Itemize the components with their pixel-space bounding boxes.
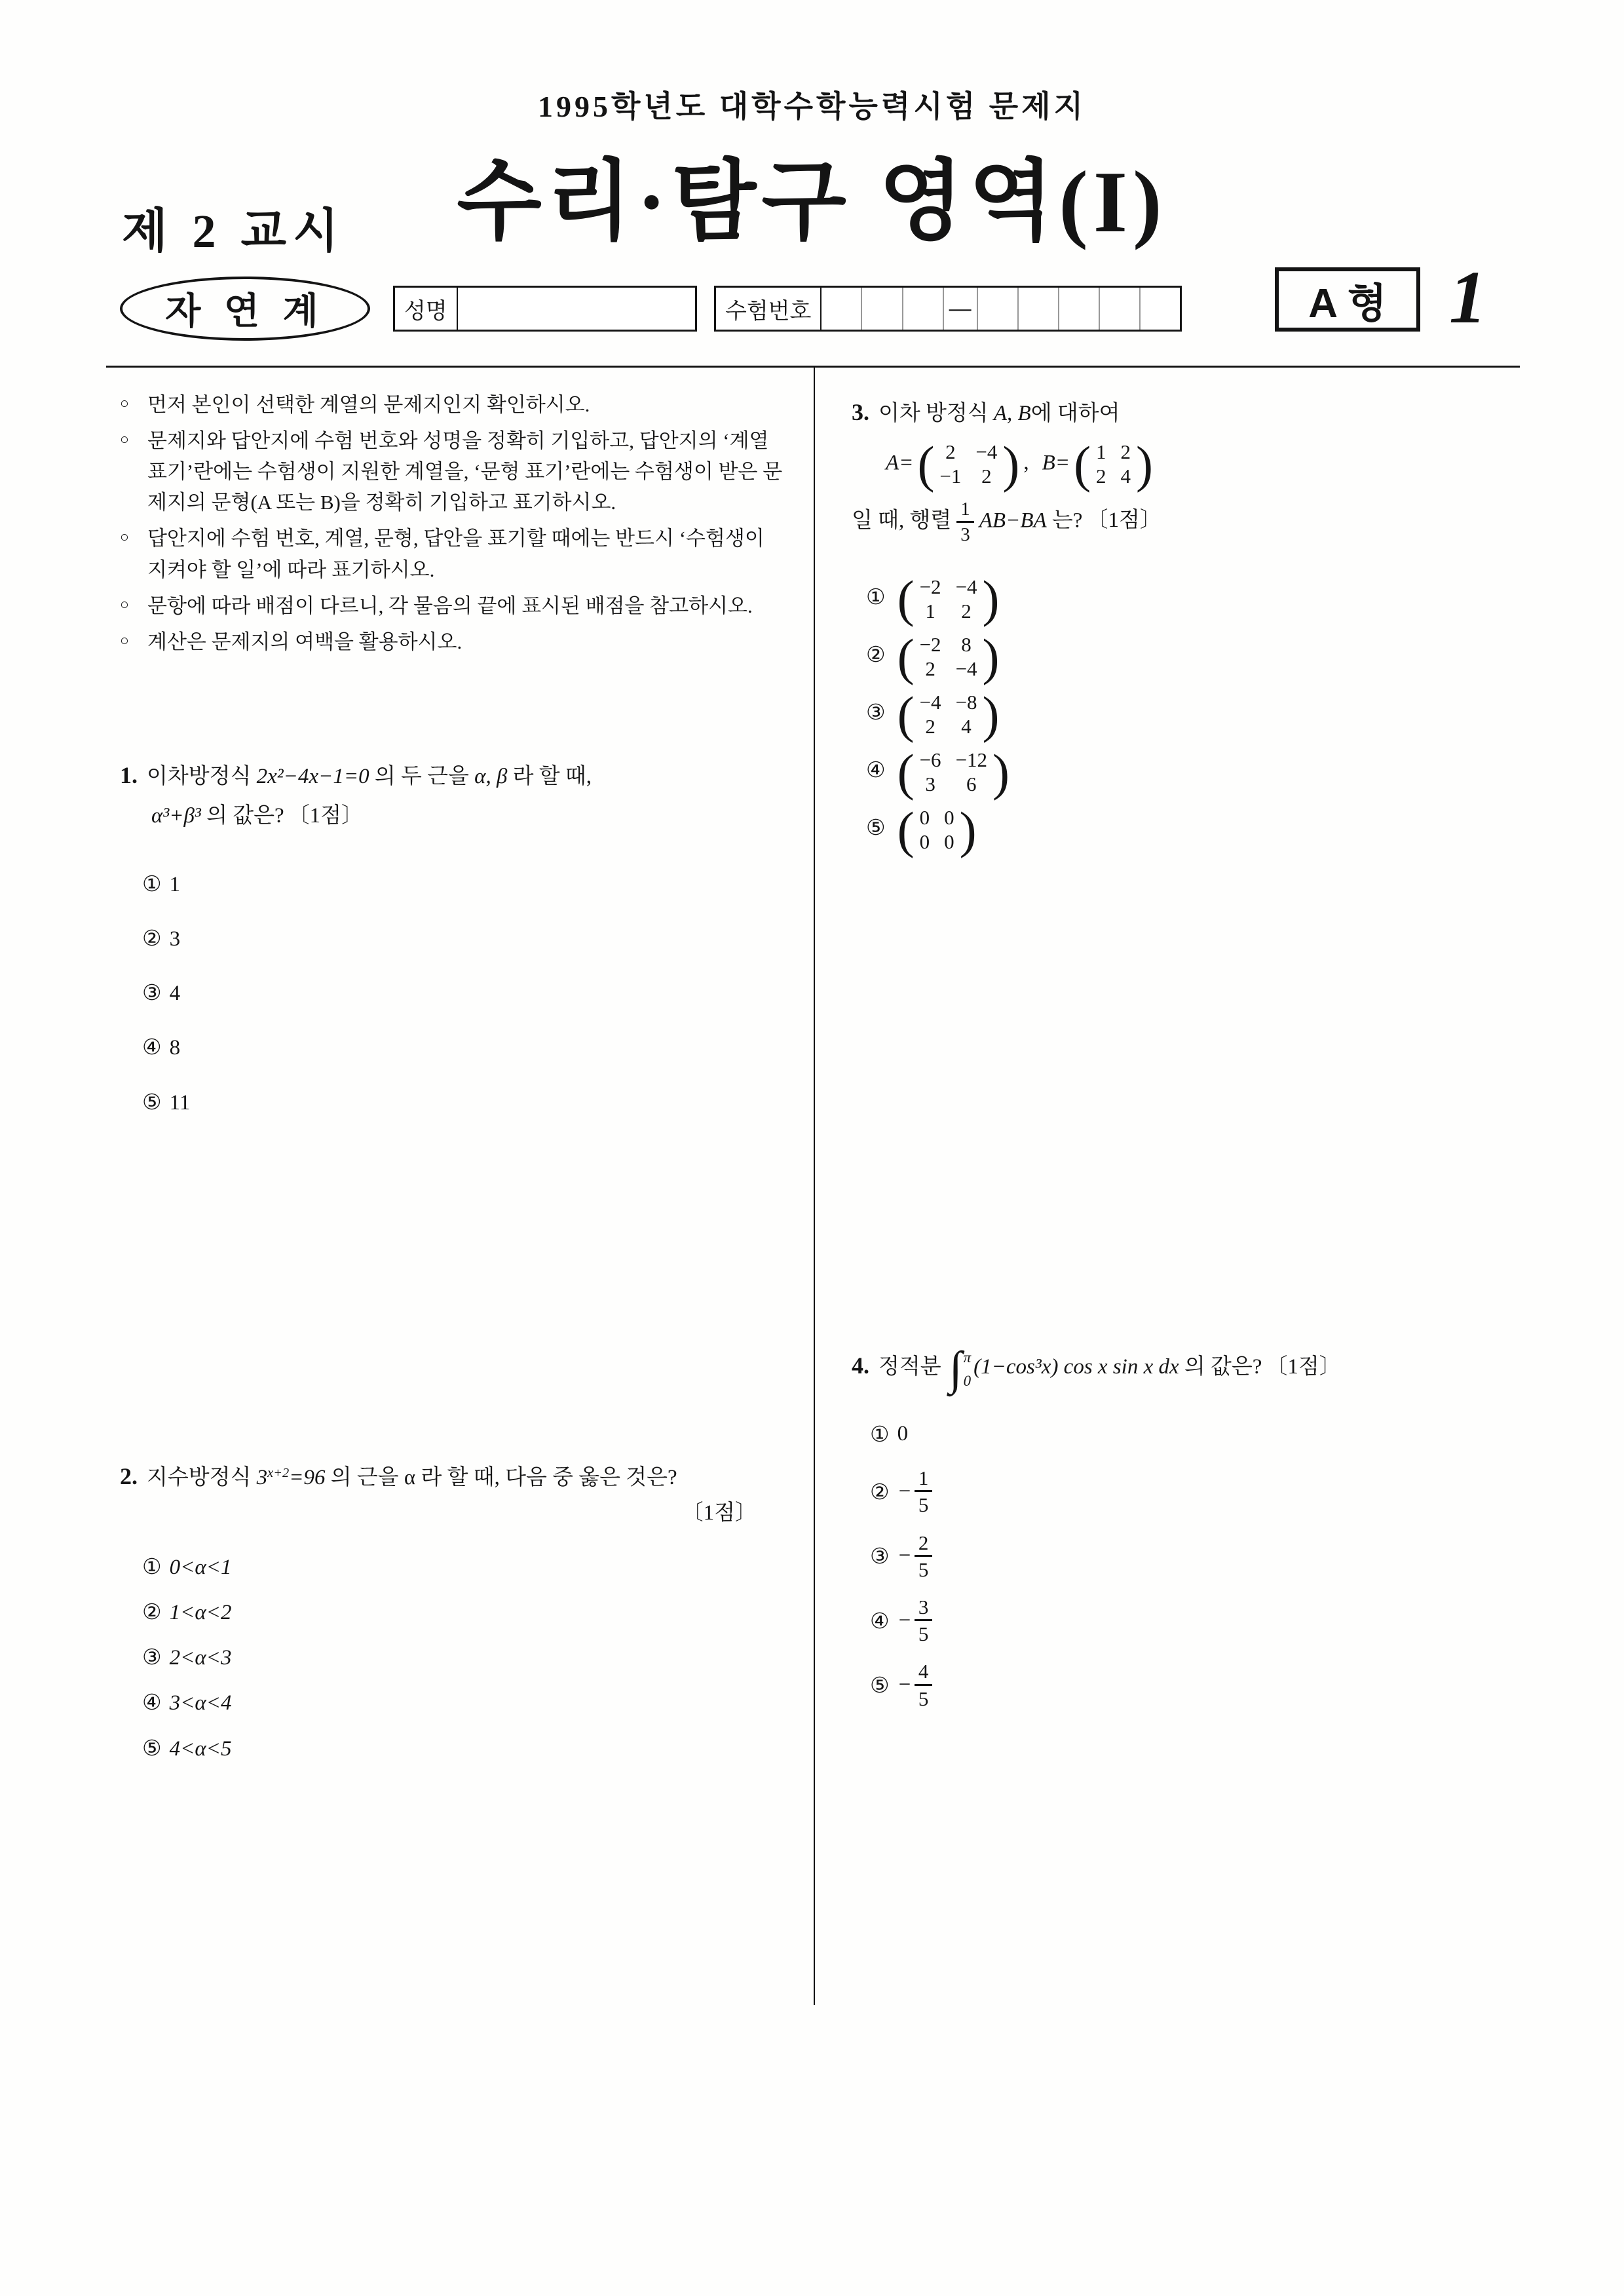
left-paren: ( — [1074, 435, 1091, 493]
integral-sign: ∫ — [949, 1342, 962, 1394]
minus-sign: − — [897, 1544, 912, 1568]
problem-1 — [120, 757, 783, 1139]
choice-row — [870, 1466, 1521, 1517]
problem-3-choices — [852, 570, 1521, 858]
choice-text: 3 — [169, 927, 181, 951]
problem-3 — [852, 394, 1521, 864]
period-label: 제 2 교시 — [122, 205, 345, 258]
matrix-b — [1074, 435, 1154, 493]
equation-rest: =96 — [289, 1466, 326, 1489]
matrix-cell: 2 — [945, 440, 956, 464]
matrix-vars: A, B — [993, 402, 1031, 425]
choice-row — [142, 1030, 783, 1065]
fraction-numerator: 1 — [960, 498, 970, 520]
exam-subject-title: 수리·탐구 영역(I) — [457, 153, 1167, 250]
choice-row — [142, 1550, 783, 1584]
exam-number-cell — [1099, 288, 1139, 330]
choice-row — [142, 1640, 783, 1675]
matrix-expression: AB−BA — [979, 508, 1047, 533]
fraction-numerator: 3 — [918, 1596, 929, 1619]
exam-number-cell — [977, 288, 1017, 330]
left-paren: ( — [897, 801, 915, 858]
matrix-a — [917, 435, 1020, 493]
statement-text: 라 할 때, — [507, 765, 592, 788]
left-paren: ( — [897, 570, 915, 628]
choice-marker: ④ — [870, 1607, 890, 1634]
matrix-cell: −2 — [919, 575, 941, 598]
choice-marker: ① — [866, 584, 886, 610]
choice-marker: ② — [866, 641, 886, 668]
matrix-cell: −6 — [919, 748, 941, 772]
instruction-item — [120, 626, 783, 657]
choice-text: 1 — [169, 872, 181, 896]
choice-text: 0<α<1 — [169, 1555, 232, 1579]
choice-row — [866, 685, 1521, 743]
exam-number-cells — [821, 288, 1180, 330]
choice-fraction — [915, 1466, 933, 1517]
fraction-denominator: 3 — [956, 521, 974, 546]
bullet-icon: ○ — [120, 529, 129, 546]
problem-1-statement — [120, 757, 783, 794]
instruction-text: 문제지와 답안지에 수험 번호와 성명을 정확히 기입하고, 답안지의 ‘계열 표기’란에는 수험생이 지원한 계열을, ‘문형 표기’란에는 수험생이 받은 문제지의 문형(A 또는 B)을 정확히 기입하고 표기하시오. — [147, 429, 783, 514]
matrix-cell: −4 — [955, 575, 977, 598]
matrix-cell: 3 — [925, 772, 935, 795]
choice-row — [142, 1595, 783, 1630]
matrix-cell: 6 — [966, 772, 977, 795]
fraction-denominator: 5 — [915, 1619, 933, 1646]
statement-text: 의 두 근을 — [369, 765, 475, 788]
right-paren: ) — [982, 685, 1000, 743]
matrix-cell: 0 — [919, 830, 930, 853]
problem-4-statement — [852, 1342, 1521, 1394]
matrix-a-label: A= — [886, 451, 914, 475]
problem-3-matrices — [852, 435, 1521, 493]
fraction-one-third — [956, 498, 974, 546]
form-type-box — [1275, 267, 1420, 332]
right-paren: ) — [959, 801, 977, 858]
exam-number-cell — [1058, 288, 1099, 330]
left-paren: ( — [897, 628, 915, 685]
choice-matrix — [897, 628, 1000, 685]
points-badge: 〔1점〕 — [1266, 1355, 1341, 1379]
choice-row — [142, 1731, 783, 1766]
equation-base: 3 — [256, 1466, 268, 1489]
choice-marker: ⑤ — [866, 814, 886, 841]
left-paren: ( — [897, 743, 915, 801]
statement-text: 지수방정식 — [147, 1466, 257, 1489]
statement-text: 이차 방정식 — [878, 402, 994, 425]
matrix-cell: −1 — [939, 464, 962, 488]
instruction-item — [120, 425, 783, 518]
expression: α³+β³ — [151, 803, 201, 828]
choice-marker: ⑤ — [870, 1672, 890, 1698]
matrix-cell: −2 — [919, 633, 941, 657]
name-field-box — [393, 286, 697, 332]
choice-marker: ② — [142, 925, 162, 951]
fraction-numerator: 1 — [918, 1466, 929, 1490]
points-badge: 〔1점〕 — [681, 1501, 757, 1525]
bullet-icon: ○ — [120, 395, 129, 411]
choice-row — [142, 921, 783, 956]
exam-number-cell — [1139, 288, 1180, 330]
choice-matrix — [897, 685, 1000, 743]
bullet-icon: ○ — [120, 632, 129, 649]
matrix-cell: −4 — [919, 691, 941, 714]
instruction-text: 답안지에 수험 번호, 계열, 문형, 답안을 표기할 때에는 반드시 ‘수험생이 지켜야 할 일’에 따라 표기하시오. — [147, 527, 765, 581]
choice-row — [870, 1659, 1521, 1710]
equation: 2x²−4x−1=0 — [256, 765, 369, 788]
choice-marker: ④ — [142, 1034, 162, 1060]
statement-text: 이차방정식 — [147, 765, 257, 788]
fraction-denominator: 5 — [915, 1555, 933, 1582]
choice-marker: ④ — [142, 1689, 162, 1715]
column-divider — [814, 366, 815, 2005]
minus-sign: − — [897, 1608, 912, 1632]
matrix-cell: 2 — [1120, 440, 1131, 464]
choice-text: 1<α<2 — [169, 1601, 232, 1625]
choice-marker: ② — [142, 1599, 162, 1625]
statement-text: 의 근을 α 라 할 때, 다음 중 옳은 것은? — [325, 1466, 677, 1489]
choice-text: 4<α<5 — [169, 1736, 232, 1761]
matrix-cell: 0 — [919, 806, 930, 830]
document-title: 1995학년도 대학수학능력시험 문제지 — [537, 90, 1087, 123]
instruction-text: 먼저 본인이 선택한 계열의 문제지인지 확인하시오. — [147, 393, 590, 416]
separator: , — [1023, 451, 1029, 475]
choice-marker: ⑤ — [142, 1734, 162, 1761]
right-paren: ) — [1136, 435, 1154, 493]
minus-sign: − — [897, 1673, 912, 1697]
right-paren: ) — [992, 743, 1010, 801]
choice-fraction — [915, 1659, 933, 1710]
instructions-list — [120, 389, 783, 662]
choice-fraction — [915, 1595, 933, 1646]
bullet-icon: ○ — [120, 596, 129, 613]
equation-exponent: x+2 — [267, 1465, 290, 1480]
matrix-cell: 1 — [925, 599, 935, 622]
choice-marker: ① — [142, 1553, 162, 1579]
choice-row — [866, 570, 1521, 628]
exam-number-cell — [1017, 288, 1058, 330]
problem-4-choices — [852, 1415, 1521, 1711]
left-paren: ( — [917, 435, 935, 493]
roots: α, β — [474, 765, 508, 788]
choice-text: 0 — [897, 1421, 909, 1445]
exam-number-cell — [861, 288, 901, 330]
choice-matrix — [897, 570, 1000, 628]
page-number: 1 — [1449, 256, 1486, 339]
track-badge — [120, 277, 370, 341]
instruction-text: 계산은 문제지의 여백을 활용하시오. — [147, 630, 463, 653]
track-label: 자 연 계 — [165, 290, 325, 332]
choice-marker: ③ — [142, 980, 162, 1006]
problem-number: 3. — [852, 399, 869, 425]
matrix-cell: 2 — [981, 464, 992, 488]
fraction-numerator: 2 — [918, 1531, 929, 1554]
matrix-cell: 2 — [1096, 464, 1106, 488]
problem-1-question — [120, 799, 783, 833]
bullet-icon: ○ — [120, 431, 129, 448]
right-paren: ) — [982, 570, 1000, 628]
choice-marker: ③ — [866, 699, 886, 725]
choice-row — [866, 628, 1521, 685]
choice-row — [142, 1685, 783, 1720]
fraction-numerator: 4 — [918, 1660, 929, 1683]
choice-matrix — [897, 801, 977, 858]
matrix-cell: 1 — [1096, 440, 1106, 464]
problem-2-choices — [120, 1550, 783, 1766]
matrix-cell: 2 — [961, 599, 972, 622]
choice-fraction — [915, 1531, 933, 1582]
matrix-cell: −4 — [975, 440, 998, 464]
statement-text: 정적분 — [878, 1355, 947, 1379]
exam-number-cell — [902, 288, 943, 330]
matrix-cell: −4 — [955, 657, 977, 680]
problem-4 — [852, 1342, 1521, 1724]
right-paren: ) — [982, 628, 1000, 685]
choice-marker: ① — [870, 1421, 890, 1447]
matrix-cell: 8 — [961, 633, 972, 657]
choice-row — [142, 867, 783, 902]
exam-number-cell — [821, 288, 861, 330]
choice-marker: ③ — [870, 1543, 890, 1569]
problem-number: 2. — [120, 1463, 138, 1489]
points-badge: 〔1점〕 — [288, 803, 363, 828]
form-type-label: A 형 — [1308, 280, 1387, 326]
choice-row — [870, 1595, 1521, 1646]
instruction-item — [120, 590, 783, 621]
problem-2 — [120, 1459, 783, 1776]
choice-row — [866, 743, 1521, 801]
fraction-denominator: 5 — [915, 1490, 933, 1517]
instruction-text: 문항에 따라 배점이 다르니, 각 물음의 끝에 표시된 배점을 참고하시오. — [147, 594, 753, 617]
choice-text: 11 — [169, 1090, 191, 1115]
choice-marker: ④ — [866, 757, 886, 783]
left-paren: ( — [897, 685, 915, 743]
choice-marker: ③ — [142, 1644, 162, 1670]
matrix-cell: 0 — [944, 806, 954, 830]
exam-number-box — [714, 286, 1182, 332]
choice-row — [870, 1415, 1521, 1453]
choice-text: 8 — [169, 1036, 181, 1060]
matrix-cell: 0 — [944, 830, 954, 853]
matrix-cell: 4 — [1120, 464, 1131, 488]
choice-row — [870, 1531, 1521, 1582]
matrix-cell: 2 — [925, 714, 935, 738]
name-label: 성명 — [395, 288, 458, 330]
integral-lower-limit: 0 — [963, 1372, 972, 1389]
choice-row — [866, 801, 1521, 858]
instruction-item — [120, 389, 783, 420]
choice-matrix — [897, 743, 1010, 801]
integral-upper-limit: π — [963, 1349, 972, 1366]
choice-marker: ① — [142, 870, 162, 896]
choice-text: 2<α<3 — [169, 1646, 232, 1670]
choice-text: 4 — [169, 982, 181, 1006]
matrix-cell: −12 — [955, 748, 988, 772]
matrix-cell: 2 — [925, 657, 935, 680]
problem-number: 1. — [120, 762, 138, 788]
statement-text: 에 대하여 — [1030, 402, 1120, 425]
minus-sign: − — [897, 1479, 912, 1503]
matrix-cell: −8 — [955, 691, 977, 714]
exam-number-dash: — — [943, 288, 977, 330]
question-text: 는? — [1046, 508, 1083, 533]
matrix-cell: 4 — [961, 714, 972, 738]
question-text: 의 값은? — [200, 803, 284, 828]
problem-3-statement — [852, 394, 1521, 431]
choice-text: 3<α<4 — [169, 1691, 232, 1715]
header-divider — [106, 366, 1520, 368]
problem-1-choices — [120, 867, 783, 1120]
problem-2-statement — [120, 1459, 783, 1495]
fraction-denominator: 5 — [915, 1684, 933, 1711]
choice-row — [142, 976, 783, 1010]
problem-3-question — [852, 498, 1521, 546]
question-text: 일 때, 행렬 — [852, 508, 952, 533]
matrix-b-label: B= — [1042, 451, 1070, 475]
name-input-area — [458, 288, 695, 330]
points-badge: 〔1점〕 — [1086, 508, 1161, 533]
integral-symbol — [949, 1342, 972, 1394]
instruction-item — [120, 523, 783, 584]
integrand: (1−cos³x) cos x sin x dx — [973, 1355, 1179, 1379]
right-paren: ) — [1002, 435, 1020, 493]
choice-marker: ⑤ — [142, 1088, 162, 1115]
problem-2-points-line — [120, 1497, 783, 1530]
exam-number-label: 수험번호 — [716, 288, 821, 330]
choice-marker: ② — [870, 1478, 890, 1504]
question-text: 의 값은? — [1179, 1355, 1262, 1379]
choice-row — [142, 1085, 783, 1120]
problem-number: 4. — [852, 1352, 869, 1379]
